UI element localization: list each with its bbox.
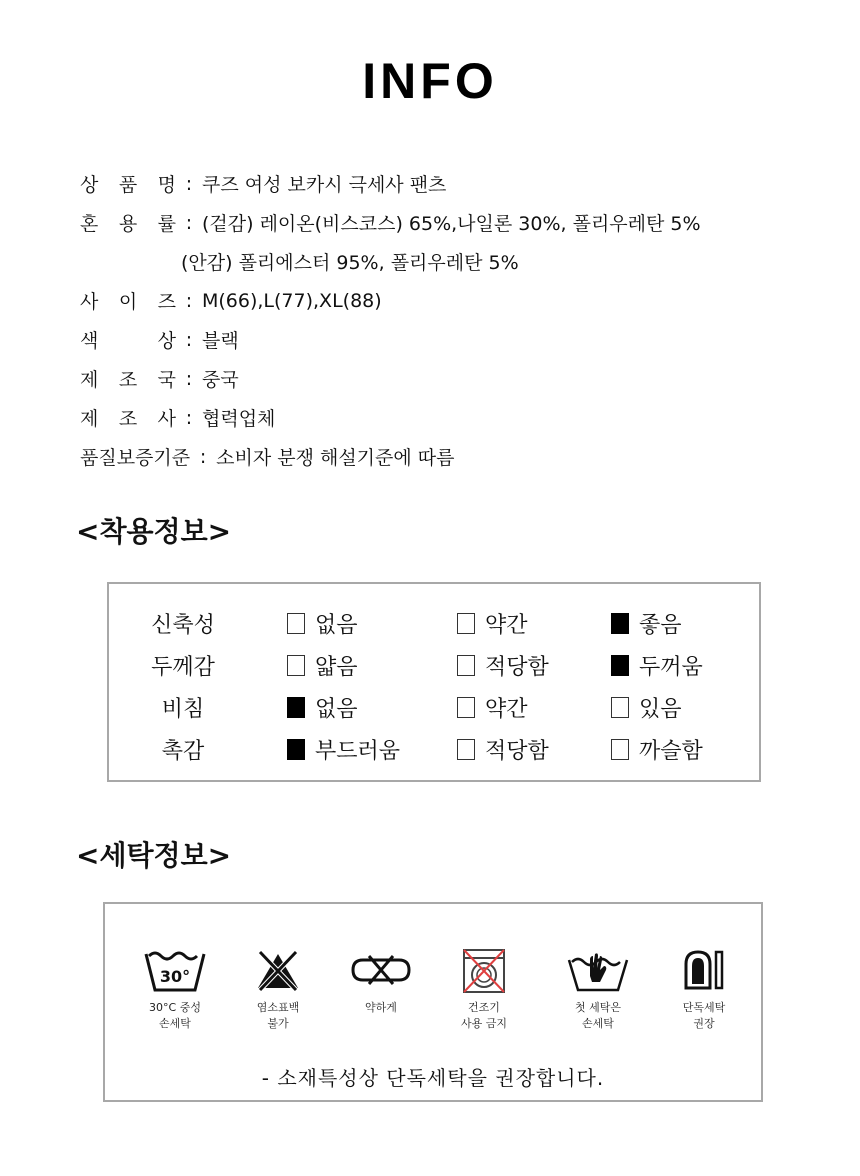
info-value-color: 블랙: [202, 330, 239, 352]
option-label: 얇음: [315, 655, 358, 680]
info-value-country: 중국: [202, 369, 239, 391]
option-label: 까슬함: [639, 739, 703, 764]
wash-30-icon: [143, 946, 207, 994]
wear-option: [457, 608, 528, 639]
wash-note: - 소재특성상 단독세탁을 권장합니다.: [261, 1066, 605, 1090]
info-value-size: M(66),L(77),XL(88): [202, 289, 382, 312]
wash-item: [125, 946, 225, 1032]
info-label-standard: 품질보증기준: [80, 447, 191, 469]
wash-section-title: <세탁정보>: [76, 839, 232, 872]
label-char: 이: [118, 291, 138, 313]
option-label: 약간: [485, 613, 528, 638]
wear-row-texture: [109, 728, 759, 768]
wear-category: 비침: [161, 697, 205, 722]
info-value-blend-outer: (겉감) 레이온(비스코스) 65%,나일론 30%, 폴리우레탄 5%: [202, 213, 701, 235]
wash-item: [331, 946, 431, 1016]
page-title: INFO: [362, 53, 498, 109]
checked-box-icon: [611, 613, 629, 634]
info-value-standard: 소비자 분쟁 해설기준에 따름: [216, 447, 455, 469]
wear-row-thickness: [109, 644, 759, 684]
label-char: 상: [80, 174, 99, 196]
checkbox-icon: [457, 697, 475, 718]
checkbox-icon: [457, 613, 475, 634]
wash-item: [434, 946, 534, 1032]
separate-wash-icon: [672, 946, 736, 994]
gentle-wash-icon: [349, 946, 413, 994]
wear-option: [611, 650, 703, 681]
checkbox-icon: [287, 655, 305, 676]
info-row-blend: [80, 203, 701, 242]
info-value-maker: 협력업체: [202, 408, 276, 430]
colon: :: [185, 406, 193, 429]
option-label: 없음: [315, 613, 358, 638]
colon: :: [185, 328, 193, 351]
wash-caption: 건조기 사용 금지: [460, 1001, 507, 1030]
wear-category: 신축성: [151, 613, 215, 638]
wash-item: [228, 946, 328, 1032]
info-label-country: [80, 365, 176, 392]
label-char: 즈: [157, 291, 176, 313]
checked-box-icon: [287, 697, 305, 718]
product-info: [80, 164, 701, 476]
checkbox-icon: [457, 655, 475, 676]
info-row-country: [80, 359, 701, 398]
wear-option: [457, 692, 528, 723]
option-label: 적당함: [485, 655, 549, 680]
label-char: 혼: [80, 213, 99, 235]
colon: :: [185, 211, 193, 234]
wash-info-box: [103, 902, 763, 1102]
wash-caption: 약하게: [365, 1001, 397, 1014]
label-char: 사: [80, 291, 99, 313]
checkbox-icon: [457, 739, 475, 760]
label-char: 조: [118, 408, 138, 430]
no-bleach-icon: [246, 946, 310, 994]
wear-row-stretch: [109, 602, 759, 642]
info-row-maker: [80, 398, 701, 437]
label-char: 제: [80, 369, 99, 391]
wash-temp-label: 30°: [159, 967, 191, 986]
info-value-blend-inner: (안감) 폴리에스터 95%, 폴리우레탄 5%: [181, 252, 519, 274]
info-label-maker: [80, 404, 176, 431]
wash-caption: 단독세탁 권장: [682, 1001, 726, 1030]
checked-box-icon: [287, 739, 305, 760]
wear-category: 두께감: [151, 655, 215, 680]
colon: :: [199, 445, 207, 468]
label-char: 률: [157, 213, 176, 235]
label-char: 국: [157, 369, 176, 391]
label-char: 상: [157, 330, 176, 352]
colon: :: [185, 289, 193, 312]
info-label-color: [80, 326, 176, 353]
wash-item: [548, 946, 648, 1032]
label-char: 색: [80, 330, 99, 352]
hand-wash-icon: [566, 946, 630, 994]
wear-option: [611, 692, 682, 723]
info-row-name: [80, 164, 701, 203]
colon: :: [185, 367, 193, 390]
option-label: 있음: [639, 697, 682, 722]
info-row-standard: [80, 437, 701, 476]
option-label: 두꺼움: [639, 655, 703, 680]
info-row-color: [80, 320, 701, 359]
wear-option: [287, 734, 400, 765]
wear-info-box: [107, 582, 761, 782]
no-tumble-dry-icon: [452, 946, 516, 994]
label-char: 품: [118, 174, 138, 196]
info-row-blend-inner: [80, 242, 701, 281]
wear-row-sheerness: [109, 686, 759, 726]
option-label: 좋음: [639, 613, 682, 638]
label-char: 제: [80, 408, 99, 430]
wear-option: [457, 650, 549, 681]
info-value-name: 쿠즈 여성 보카시 극세사 팬츠: [202, 174, 447, 196]
info-label-size: [80, 287, 176, 314]
label-char: 용: [118, 213, 138, 235]
label-char: 명: [157, 174, 176, 196]
wear-option: [287, 692, 358, 723]
checkbox-icon: [287, 613, 305, 634]
wear-option: [457, 734, 549, 765]
option-label: 적당함: [485, 739, 549, 764]
wash-caption: 염소표백 불가: [256, 1001, 300, 1030]
option-label: 부드러움: [315, 739, 401, 764]
checkbox-icon: [611, 739, 629, 760]
option-label: 없음: [315, 697, 358, 722]
wash-item: [654, 946, 754, 1032]
label-char: 사: [157, 408, 176, 430]
wear-option: [287, 608, 358, 639]
info-row-size: [80, 281, 701, 320]
option-label: 약간: [485, 697, 528, 722]
label-char: 조: [118, 369, 138, 391]
wash-caption: 30°C 중성 손세탁: [149, 1001, 201, 1030]
info-label-name: [80, 170, 176, 197]
checked-box-icon: [611, 655, 629, 676]
colon: :: [185, 172, 193, 195]
wear-section-title: <착용정보>: [76, 515, 232, 548]
wear-option: [611, 734, 703, 765]
wear-option: [611, 608, 682, 639]
info-label-blend: [80, 209, 176, 236]
wear-option: [287, 650, 358, 681]
wash-caption: 첫 세탁은 손세탁: [574, 1001, 621, 1030]
wear-category: 촉감: [161, 739, 205, 764]
checkbox-icon: [611, 697, 629, 718]
